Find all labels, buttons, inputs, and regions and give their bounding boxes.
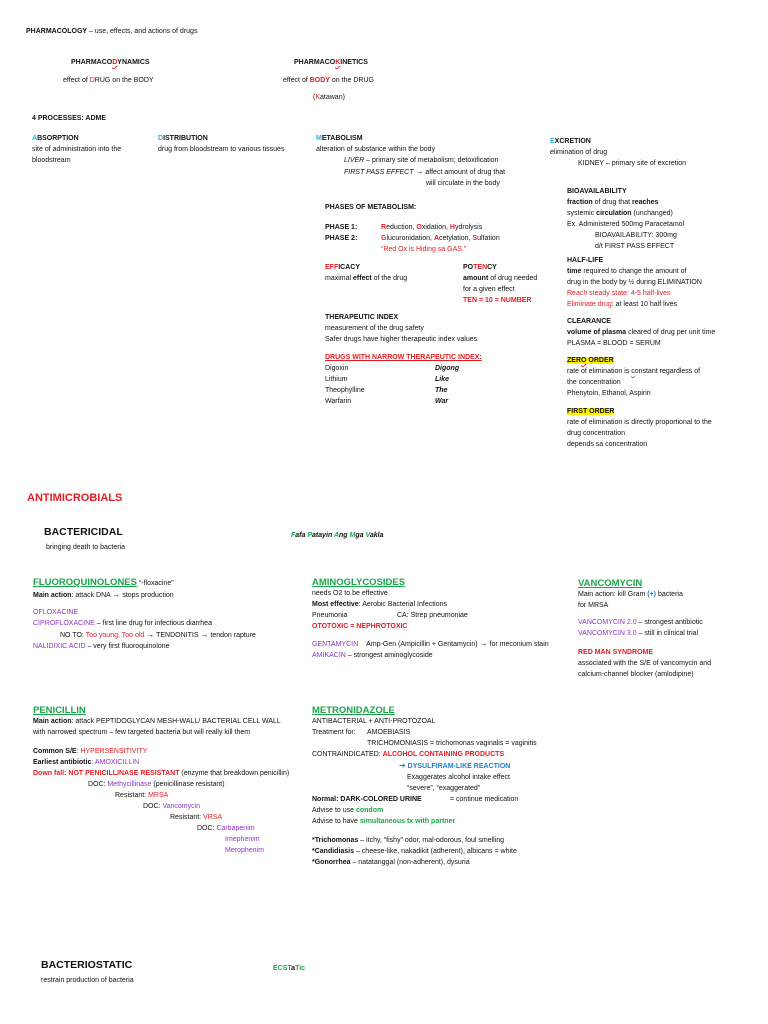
metabolism-block: METABOLISM alteration of substance within the body LIVER – primary site of metabolism; detoxification FIRST PASS EFFECT → affect amount of drug that will circulate in the body bbox=[316, 135, 506, 187]
bioavailability-block: BIOAVAILABILITY fraction of drug that reaches systemic circulation (unchanged) Ex. Administered 500mg Paracetamol BIOAVAILABILITY: 300mg d/t FIRST PASS EFFECT bbox=[567, 188, 685, 250]
bacteriostatic-heading: BACTERIOSTATIC bbox=[41, 959, 133, 971]
narrow-index-heading: DRUGS WITH NARROW THERAPEUTIC INDEX: bbox=[325, 354, 482, 361]
potency-block: POTENCY amount of drug needed for a given effect TEN = 10 = NUMBER bbox=[463, 264, 538, 304]
excretion-block: EXCRETION elimination of drug KIDNEY – primary site of excretion bbox=[550, 138, 687, 167]
bacteriostatic-desc: restrain production of bacteria bbox=[41, 977, 134, 984]
therapeutic-index-block: THERAPEUTIC INDEX measurement of the drug safety Safer drugs have higher therapeutic index values bbox=[325, 314, 478, 343]
zero-order-block: ZERO ORDER rate of elimination is constant regardless of the concentration Phenytoin, Ethanol, Aspirin bbox=[567, 357, 701, 397]
bactericidal-heading: BACTERICIDAL bbox=[44, 526, 123, 538]
bactericidal-mnemonic: Fafa Patayin Ang Mga Vakla bbox=[291, 532, 384, 539]
efficacy-block: EFFICACY maximal effect of the drug bbox=[325, 264, 408, 282]
bactericidal-desc: bringing death to bacteria bbox=[46, 544, 125, 551]
arrow-right-icon: → bbox=[146, 630, 155, 639]
distribution-block: DISTRIBUTION drug from bloodstream to various tissues bbox=[158, 135, 285, 153]
antimicrobials-heading: ANTIMICROBIALS bbox=[27, 492, 123, 504]
first-order-block: FIRST ORDER rate of elimination is directly proportional to the drug concentration depends sa concentration bbox=[567, 408, 712, 448]
pharmacodynamics-desc: effect of DRUG on the BODY bbox=[63, 77, 154, 84]
pharmacokinetics-heading: PHARMACOKINETICS bbox=[294, 59, 368, 66]
half-life-block: HALF-LIFE time required to change the amount of drug in the body by ½ during ELIMINATION Reach steady state: 4-5 half-lives Eliminate drug: at least 10 half lives bbox=[567, 257, 702, 308]
phases-heading: PHASES OF METABOLISM: bbox=[325, 204, 417, 211]
aminoglycosides-block: AMINOGLYCOSIDES needs O2 to be effective Most effective: Aerobic Bacterial Infections Pneumonia CA: Strep pneumoniae OTOTOXIC = NEPHROTOXIC GENTAMYCIN Amp-Gen (Ampicillin + Gentamycin) → for meconium stain AMIKACIN – strongest aminoglycoside bbox=[312, 577, 549, 659]
arrow-right-icon: → bbox=[200, 630, 209, 639]
table-row: Lithium Like bbox=[325, 376, 450, 383]
metronidazole-block: METRONIDAZOLE ANTIBACTERIAL + ANTI-PROTOZOAL Treatment for: AMOEBIASIS TRICHOMONIASIS = trichomonas vaginalis = vaginitis CONTRAINDICATED: ALCOHOL CONTAINING PRODUCTS ➔ DYSULFIRAM-LIKE REACTION Exaggerates alcohol intake effect “severe”, “exaggerated” Normal: DARK-COLORED URINE = continue medication Advise to use condom Advise to have simultaneous tx with partner *Trichomonas – itchy, “fishy” odor, mal-odorous, foul smelling *Candidiasis – cheese-like, nakadikit (adherent), albicans = white *Gonorrhea – natatanggal (non-adherent), dysuria bbox=[312, 705, 537, 866]
vancomycin-block: VANCOMYCIN Main action: kill Gram (+) bacteria for MRSA VANCOMYCIN 2.0 – strongest antibiotic VANCOMYCIN 3.0 – still in clinical trial RED MAN SYNDROME associated with the S/E of vancomycin and calcium-channel blocker (amlodipine) bbox=[578, 578, 712, 678]
phase-1-row: PHASE 1: Reduction, Oxidation, Hydrolysis bbox=[325, 224, 483, 231]
phases-mnemonic: “Red Ox is Hiding sa GAS.” bbox=[381, 246, 467, 253]
table-row: Digoxin Digong bbox=[325, 365, 460, 372]
pharmacokinetics-mnemonic: (Katawan) bbox=[313, 94, 345, 101]
pharmacodynamics-heading: PHARMACODYNAMICS bbox=[71, 59, 150, 66]
arrow-right-icon: → bbox=[112, 590, 121, 599]
table-row: Warfarin War bbox=[325, 398, 449, 405]
table-row: Theophylline The bbox=[325, 387, 448, 394]
narrow-index-table bbox=[325, 363, 505, 407]
bacteriostatic-mnemonic: ECSTaTic bbox=[273, 965, 306, 972]
arrow-right-icon: ➔ bbox=[399, 761, 406, 770]
adme-heading: 4 PROCESSES: ADME bbox=[32, 115, 107, 122]
fluoroquinolones-block: FLUOROQUINOLONES “-floxacine” Main action: attack DNA → stops production OFLOXACINE CIPROFLOXACINE – first line drug for infectious diarrhea NO TO: Too young, Too old → TENDONITIS → tendon rapture NALIDIXIC ACID – very first fluoroquinolone bbox=[33, 577, 256, 650]
page-title: PHARMACOLOGY – use, effects, and actions of drugs bbox=[26, 28, 198, 35]
pharmacokinetics-desc: effect of BODY on the DRUG bbox=[283, 77, 374, 84]
arrow-right-icon: → bbox=[415, 167, 424, 176]
clearance-block: CLEARANCE volume of plasma cleared of drug per unit time PLASMA = BLOOD = SERUM bbox=[567, 318, 716, 347]
arrow-right-icon: → bbox=[479, 639, 488, 648]
penicillin-block: PENICILLIN Main action: attack PEPTIDOGLYCAN MESH-WALL/ BACTERIAL CELL WALL with narrowed spectrum – few targeted bacteria but will really kill them Common S/E: HYPERSENSITIVITY Earliest antibiotic: AMOXICILLIN Down fall: NOT PENICILLINASE RESISTANT (enzyme that breakdown penicillin) DOC: Methycillinase (penicillinase resistant) Resistant: MRSA DOC: Vancomycin Resistant: VRSA DOC: Carbapenim Imephenim Merophenim bbox=[33, 705, 290, 854]
phase-2-row: PHASE 2: Glucuronidation, Acetylation, Sulfation bbox=[325, 235, 500, 242]
absorption-block: ABSORPTION site of administration into the bloodstream bbox=[32, 135, 122, 164]
